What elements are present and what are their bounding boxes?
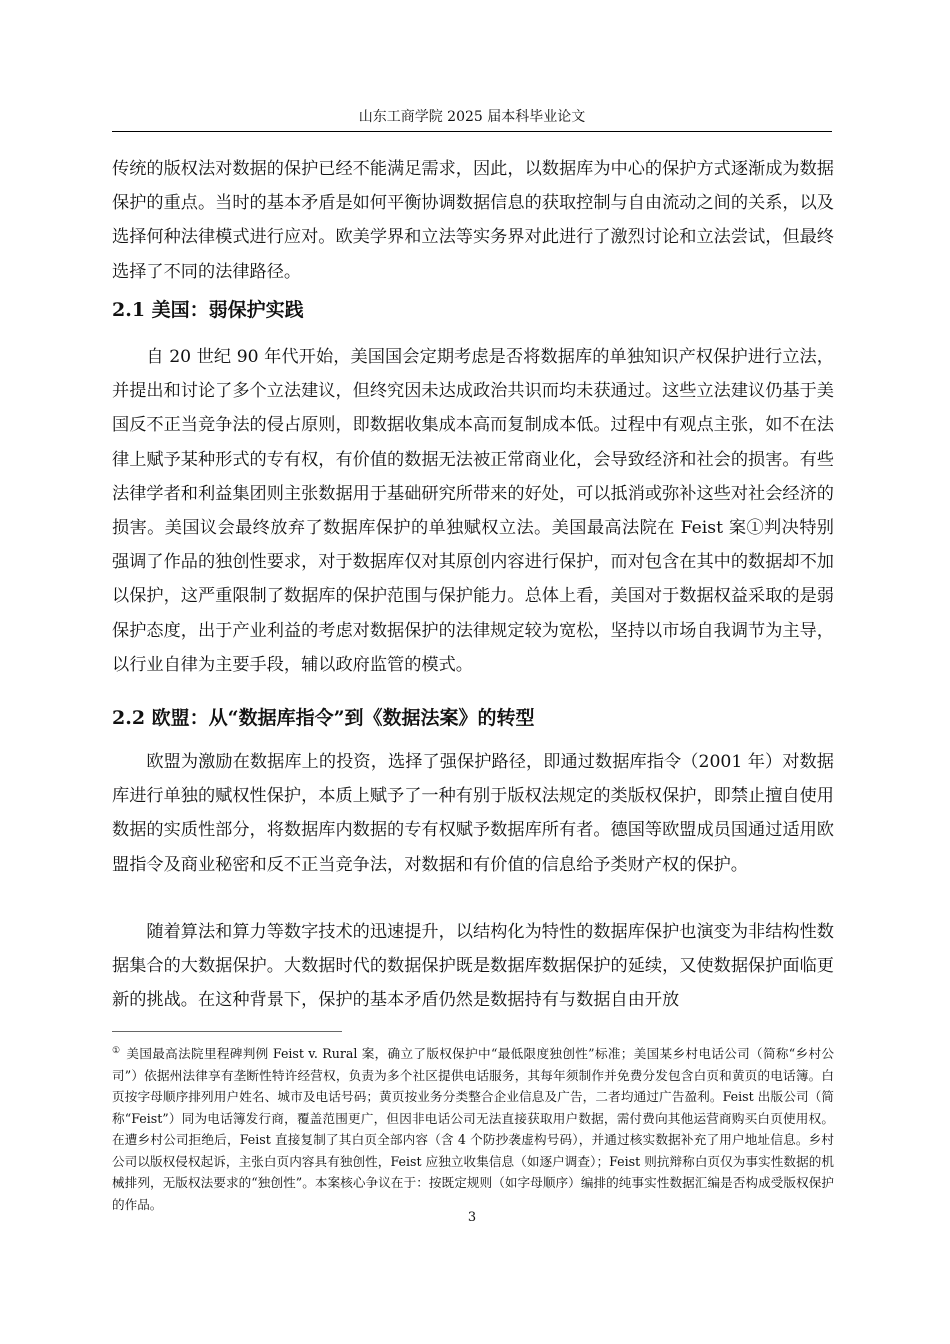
paragraph-us-part2: 判决特别强调了作品的独创性要求，对于数据库仅对其原创内容进行保护，而对包含在其中的数据却不加以保护，这严重限制了数据库的保护范围与保护能力。总体上看，美国对于数据权益采取的是弱保护态度，出于产业利益的考虑对数据保护的法律规定较为宽松，坚持以市场自我调节为主导，以行业自律为主要手段，辅以政府监管的模式。 [112, 518, 834, 675]
footnote-rule [112, 1031, 342, 1032]
section-heading-2-2: 2.2 欧盟：从“数据库指令”到《数据法案》的转型 [112, 707, 535, 729]
paragraph-us-protection [112, 340, 834, 682]
section-heading-2-1: 2.1 美国：弱保护实践 [112, 299, 304, 321]
paragraph-big-data: 随着算法和算力等数字技术的迅速提升，以结构化为特性的数据库保护也演变为非结构性数据集合的大数据保护。大数据时代的数据保护既是数据库数据保护的延续，又使数据保护面临更新的挑战。在这种背景下，保护的基本矛盾仍然是数据持有与数据自由开放 [112, 922, 834, 1011]
footnote-marker: ① [112, 1045, 121, 1056]
paragraph-us-part1: 自 20 世纪 90 年代开始，美国国会定期考虑是否将数据库的单独知识产权保护进行立法，并提出和讨论了多个立法建议，但终究因未达成政治共识而均未获通过。这些立法建议仍基于美国反不正当竞争法的侵占原则，即数据收集成本高而复制成本低。过程中有观点主张，如不在法律上赋予某种形式的专有权，有价值的数据无法被正常商业化，会导致经济和社会的损害。有些法律学者和利益集团则主张数据用于基础研究所带来的好处，可以抵消或弥补这些对社会经济的损害。美国议会最终放弃了数据库保护的单独赋权立法。美国最高法院在 Feist 案 [112, 347, 834, 539]
paragraph-intro: 传统的版权法对数据的保护已经不能满足需求，因此，以数据库为中心的保护方式逐渐成为数据保护的重点。当时的基本矛盾是如何平衡协调数据信息的获取控制与自由流动之间的关系，以及选择何种法律模式进行应对。欧美学界和立法等实务界对此进行了激烈讨论和立法尝试，但最终选择了不同的法律路径。 [112, 159, 834, 282]
footnote-text: 美国最高法院里程碑判例 Feist v. Rural 案，确立了版权保护中“最低限度独创性”标准；美国某乡村电话公司（简称“乡村公司”）依据州法律享有垄断性特许经营权，负责为多个社区提供电话服务，其每年须制作并免费分发包含白页和黄页的电话簿。白页按字母顺序排列用户姓名、城市及电话号码；黄页按业务分类整合企业信息及广告，二者均通过广告盈利。Feist 出版公司（简称“Feist”）同为电话簿发行商，覆盖范围更广，但因非电话公司无法直接获取用户数据，需付费向其他运营商购买白页使用权。在遭乡村公司拒绝后，Feist 直接复制了其白页全部内容（含 4 个防抄袭虚构号码），并通过核实数据补充了用户地址信息。乡村公司以版权侵权起诉，主张白页内容具有独创性，Feist 应独立收集信息（如逐户调查）；Feist 则抗辩称白页仅为事实性数据的机械排列，无版权法要求的“独创性”。本案核心争议在于：按既定规则（如字母顺序）编排的纯事实性数据汇编是否构成受版权保护的作品。 [112, 1046, 834, 1212]
page-number: 3 [467, 1210, 477, 1225]
page-header: 山东工商学院 2025 届本科毕业论文 [358, 109, 586, 125]
footnote-ref-1[interactable]: ① [746, 518, 765, 539]
footnote-1 [112, 1043, 834, 1215]
header-rule [112, 131, 832, 132]
paragraph-eu-directive: 欧盟为激励在数据库上的投资，选择了强保护路径，即通过数据库指令（2001 年）对数据库进行单独的赋权性保护，本质上赋予了一种有别于版权法规定的类版权保护，即禁止擅自使用数据的实质性部分，将数据库内数据的专有权赋予数据库所有者。德国等欧盟成员国通过适用欧盟指令及商业秘密和反不正当竞争法，对数据和有价值的信息给予类财产权的保护。 [112, 752, 834, 875]
